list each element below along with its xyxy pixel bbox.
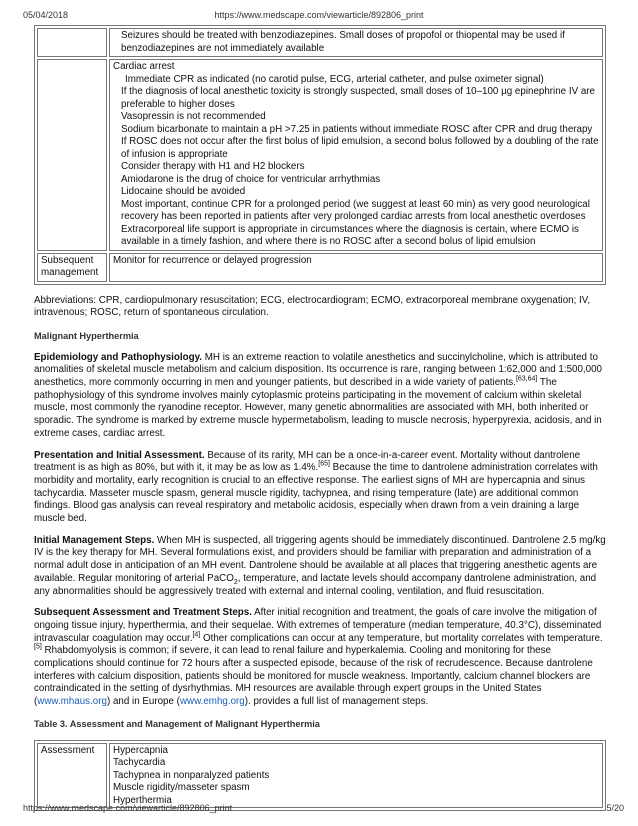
list-item: Hypercapnia	[113, 744, 169, 756]
paragraph-text: ). provides a full list of management steps.	[244, 696, 429, 708]
paragraph-text: MH is an extreme reaction to volatile anesthetics and succinylcholine, which is attributed to anomalities of skeletal muscle metabolism and calcium disposition. Its occurrence is rare, ranging between 1:62,000 and 1:500,000 anesthetics, more commonly occurring in men and younger patients, but described in a wide variety of patients.	[34, 351, 602, 389]
paragraph-text: Other complications can occur at any temperature, but mortality correlates with temperature.	[200, 632, 603, 644]
list-item: Immediate CPR as indicated (no carotid pulse, ECG, arterial catheter, and pulse oximeter signal)	[125, 73, 544, 85]
page-number: 5/20	[606, 803, 624, 813]
table-row	[37, 28, 603, 57]
list-item: Tachypnea in nonparalyzed patients	[113, 769, 270, 781]
paragraph-initial-management	[34, 535, 606, 599]
paragraph-lead: Presentation and Initial Assessment.	[34, 449, 205, 461]
list-item: Most important, continue CPR for a prolonged period (we suggest at least 60 min) as very good neurological recovery has been reported in patients after very prolonged cardiac arrests from local anesthetic overdoses	[121, 198, 590, 222]
reference-link[interactable]: [65]	[318, 460, 330, 468]
paragraph-epidemiology	[34, 352, 606, 441]
mhaus-link[interactable]: www.mhaus.org	[37, 696, 107, 708]
paragraph-subsequent-assessment	[34, 607, 606, 709]
paragraph-presentation	[34, 450, 606, 526]
list-item: If ROSC does not occur after the first bolus of lipid emulsion, a second bolus followed by a doubling of the rate of infusion is appropriate	[121, 136, 599, 160]
paragraph-text: When MH is suspected, all triggering agents should be immediately discontinued. Dantrolene 2.5 mg/kg IV is the key therapy for MH. Several formulations exist, and providers should be familiar with preparation and administration of a normal adult dose in anticipation of an MH event. Dantrolene should be available at all places that triggering anesthetic agents are available. Regular monitoring of arterial PaCO	[34, 534, 606, 584]
table-3-title: Table 3. Assessment and Management of Malignant Hyperthermia	[34, 718, 320, 729]
paragraph-text: ) and in Europe (	[106, 696, 180, 708]
list-item: If the diagnosis of local anesthetic toxicity is strongly suspected, small doses of 10–100 µg epinephrine IV are preferable to higher doses	[121, 86, 595, 110]
subsequent-management-text: Monitor for recurrence or delayed progression	[109, 253, 603, 282]
footer-url: https://www.medscape.com/viewarticle/892806_print	[23, 803, 233, 813]
reference-link[interactable]: [63,64]	[515, 375, 538, 383]
print-date: 05/04/2018	[23, 10, 69, 20]
list-item: Muscle rigidity/masseter spasm	[113, 782, 250, 794]
table-cell-empty	[37, 59, 107, 251]
table-row	[37, 253, 603, 282]
print-url: https://www.medscape.com/viewarticle/892806_print	[214, 10, 424, 20]
list-item: Consider therapy with H1 and H2 blockers	[121, 161, 305, 172]
table-cell	[109, 743, 603, 809]
paragraph-text: Because the time to dantrolene administration correlates with morbidity and mortality, early recognition is crucial to an effective response. The earliest signs of MH are hypercapnia and sinus tachycardia. Masseter muscle spasm, general muscle rigidity, tachypnea, and rising temperature (late) are additional common findings. Blood gas analysis can reveal respiratory and metabolic acidosis, especially when drawn from a vein draining a large muscle bed.	[34, 462, 598, 525]
paragraph-lead: Subsequent Assessment and Treatment Steps.	[34, 607, 252, 619]
list-item: Vasopressin is not recommended	[121, 111, 266, 122]
paragraph-text: Because of its rarity, MH can be a once-in-a-career event. Mortality without dantrolene treatment is as high as 80%, but with it, it may be as low as 1.4%.	[34, 449, 581, 474]
paragraph-text: , temperature, and lactate levels should accompany dantrolene administration, and any abnormalities should be aggressively treated with external and internal cooling, ventilation, and fluid resuscitation.	[34, 572, 597, 597]
subsequent-management-label: Subsequent management	[37, 253, 107, 282]
list-item: Tachycardia	[113, 757, 166, 769]
paragraph-text: Rhabdomyolysis is common; if severe, it can lead to renal failure and hyperkalemia. Cooling and monitoring for these complications should continue for 72 hours after a suspected episode, because of the risk of recrudescence. Because dantrolene interferes with calcium disposition, patients should be monitored for muscle weakness. Importantly, calcium channel blockers are contraindicated in the setting of dysrhythmias. MH resources are available through expert groups in the United States (	[34, 645, 593, 708]
table-cell-empty	[37, 28, 107, 57]
section-title: Malignant Hyperthermia	[34, 330, 139, 341]
cardiac-arrest-title: Cardiac arrest	[113, 61, 175, 72]
table-row	[37, 743, 603, 809]
list-item: Lidocaine should be avoided	[121, 186, 246, 197]
table-cell	[109, 59, 603, 251]
paragraph-lead: Epidemiology and Pathophysiology.	[34, 351, 203, 363]
list-item: Amiodarone is the drug of choice for ventricular arrhythmias	[121, 173, 381, 185]
paragraph-text: After initial recognition and treatment, the goals of care involve the mitigation of ongoing tissue injury, hyperthermia, and their sequelae. With extremes of temperature (median temperature, 40.3°C), disseminated intravascular coagulation may occur.	[34, 607, 602, 644]
reference-link[interactable]: [5]	[34, 644, 42, 652]
list-item: Hyperthermia	[113, 794, 172, 806]
article-content	[34, 25, 606, 811]
table-cell	[109, 28, 603, 57]
paragraph-text: The pathophysiology of this syndrome involves mainly cytoplasmic proteins participating in the movement of calcium within skeletal muscle, most commonly the ryanodine receptor. However, many genetic abnormalities are associated with MH, both inherited or sporadic. The syndrome is marked by extreme muscle hypermetabolism, leading to muscle necrosis, hyperpyrexia, acidosis, and in extreme cases, cardiac arrest.	[34, 377, 602, 439]
subscript: 2	[233, 578, 238, 586]
assessment-label: Assessment	[37, 743, 107, 809]
table-3	[34, 740, 606, 812]
table-row	[37, 59, 603, 251]
list-item: Sodium bicarbonate to maintain a pH >7.25 in patients without immediate ROSC after CPR and drug therapy	[121, 123, 593, 135]
abbreviations: Abbreviations: CPR, cardiopulmonary resuscitation; ECG, electrocardiogram; ECMO, extracorporeal membrane oxygenation; IV, intravenous; ROSC, return of spontaneous circulation.	[34, 294, 591, 319]
table-2-continued	[34, 25, 606, 285]
reference-link[interactable]: [4]	[192, 631, 201, 639]
emhg-link[interactable]: www.emhg.org	[179, 696, 245, 708]
seizures-text: Seizures should be treated with benzodiazepines. Small doses of propofol or thiopental may be used if benzodiazepines are not immediately available	[121, 30, 565, 54]
paragraph-lead: Initial Management Steps.	[34, 534, 155, 546]
list-item: Extracorporeal life support is appropriate in circumstances where the diagnosis is certain, where ECMO is available in a timely fashion, and where there is no ROSC after a second bolus of lipid emulsion	[121, 223, 579, 247]
